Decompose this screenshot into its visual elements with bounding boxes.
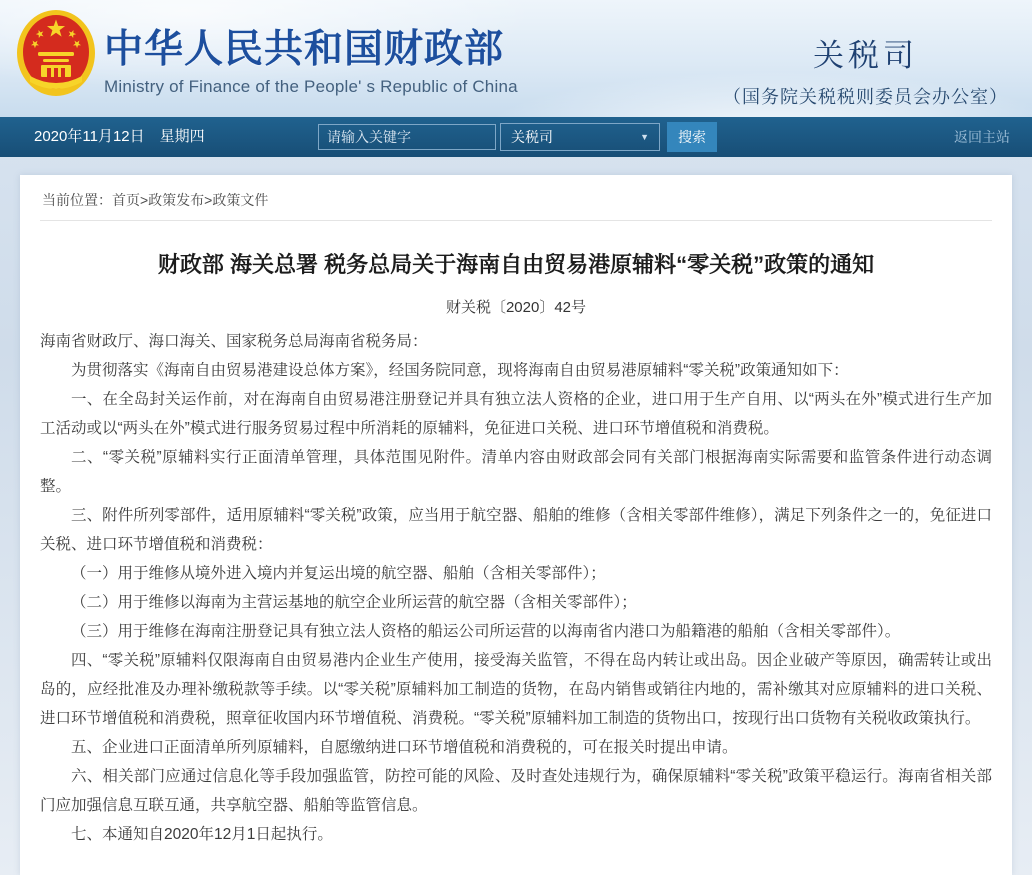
document-paragraph: 四、“零关税”原辅料仅限海南自由贸易港内企业生产使用，接受海关监管，不得在岛内转让或出岛。因企业破产等原因，确需转让或出岛的，应经批准及办理补缴税款等手续。以“零关税”原辅料加工制造的货物，在岛内销售或销往内地的，需补缴其对应原辅料的进口关税、进口环节增值税和消费税，照章征收国内环节增值税、消费税。“零关税”原辅料加工制造的货物出口，按现行出口货物有关税收政策执行。 — [40, 651, 992, 727]
return-home-link[interactable]: 返回主站 — [954, 129, 1010, 145]
document-number: 财关税〔2020〕42号 — [445, 298, 587, 316]
document-paragraph: 五、企业进口正面清单所列原辅料，自愿缴纳进口环节增值税和消费税的，可在报关时提出申请。 — [71, 738, 738, 756]
document-paragraph: （三）用于维修在海南注册登记具有独立法人资格的船运公司所运营的以海南省内港口为船籍港的船舶（含相关零部件）。 — [71, 622, 901, 640]
search-button[interactable]: 搜索 — [667, 122, 717, 152]
search-scope-select[interactable] — [500, 123, 660, 151]
search-scope-value: 关税司 — [511, 129, 553, 145]
document-paragraph: （一）用于维修从境外进入境内并复运出境的航空器、船舶（含相关零部件）； — [71, 564, 606, 582]
brand-text — [104, 12, 518, 97]
department-block — [723, 30, 1008, 109]
department-name: 关税司 — [813, 38, 918, 73]
document-salutation: 海南省财政厅、海口海关、国家税务总局海南省税务局： — [40, 332, 428, 350]
site-header — [0, 0, 1032, 117]
navbar — [0, 117, 1032, 157]
department-subtitle: （国务院关税税则委员会办公室） — [723, 87, 1008, 107]
policy-document — [40, 250, 992, 849]
ministry-title-english: Ministry of Finance of the People' s Republic of China — [104, 76, 518, 96]
current-date: 2020年11月12日 星期四 — [34, 128, 205, 145]
document-paragraph: 三、附件所列零部件，适用原辅料“零关税”政策，应当用于航空器、船舶的维修（含相关零部件维修），满足下列条件之一的，免征进口关税、进口环节增值税和消费税： — [40, 506, 992, 553]
national-emblem-icon — [16, 10, 96, 98]
document-paragraph: 七、本通知自2020年12月1日起执行。 — [71, 825, 333, 843]
chevron-down-icon: ▼ — [640, 132, 649, 142]
document-title: 财政部 海关总署 税务总局关于海南自由贸易港原辅料“零关税”政策的通知 — [157, 252, 875, 277]
document-paragraph: 六、相关部门应通过信息化等手段加强监管，防控可能的风险、及时查处违规行为，确保原辅料“零关税”政策平稳运行。海南省相关部门应加强信息互联互通，共享航空器、船舶等监管信息。 — [40, 767, 992, 814]
brand — [16, 10, 518, 98]
ministry-title: 中华人民共和国财政部 — [104, 27, 505, 71]
document-paragraph: 一、在全岛封关运作前，对在海南自由贸易港注册登记并具有独立法人资格的企业，进口用于生产自用、以“两头在外”模式进行生产加工活动或以“两头在外”模式进行服务贸易过程中所消耗的原辅料，免征进口关税、进口环节增值税和消费税。 — [40, 390, 992, 437]
document-paragraph: （二）用于维修以海南为主营运基地的航空企业所运营的航空器（含相关零部件）； — [71, 593, 637, 611]
document-paragraph: 为贯彻落实《海南自由贸易港建设总体方案》，经国务院同意，现将海南自由贸易港原辅料“零关税”政策通知如下： — [71, 361, 849, 379]
document-paragraph: 二、“零关税”原辅料实行正面清单管理，具体范围见附件。清单内容由财政部会同有关部门根据海南实际需要和监管条件进行动态调整。 — [40, 448, 992, 495]
search-input[interactable] — [318, 124, 496, 150]
content-panel — [20, 175, 1012, 875]
breadcrumb[interactable]: 当前位置：首页>政策发布>政策文件 — [40, 175, 992, 221]
